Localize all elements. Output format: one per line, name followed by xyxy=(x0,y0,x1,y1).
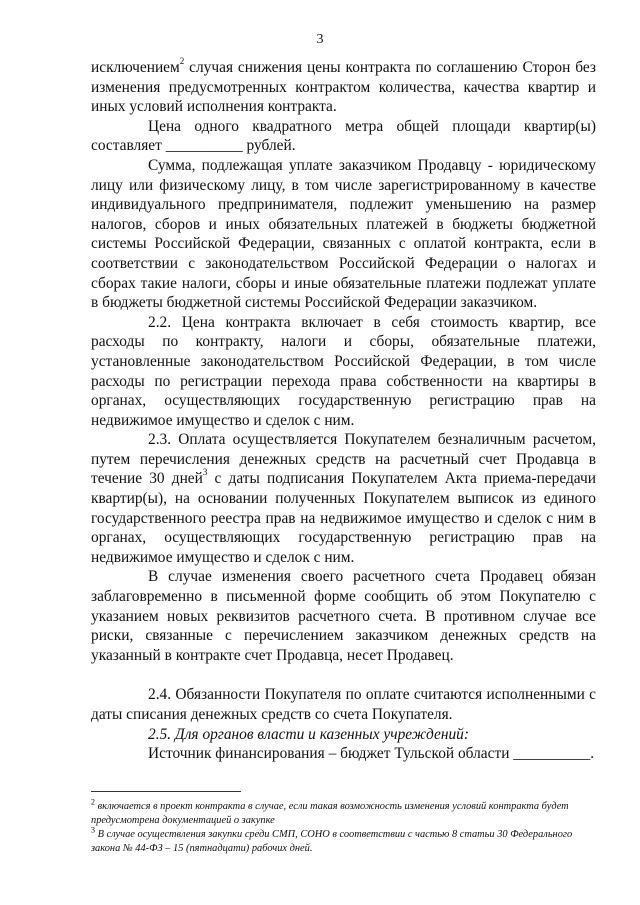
paragraph-text: с даты подписания Покупателем Акта приема-передачи квартир(ы), на основании полученных Покупателем выписок из единого государственного реестра прав на недвижимое имущество и сделок с ним в органах, осуществляющих государственную регистрацию прав на недвижимое имущество и сделок с ним. xyxy=(91,470,596,566)
paragraph-price-change-exception xyxy=(91,55,596,117)
footnote-mark: 3 xyxy=(91,825,95,835)
paragraph-2-2-contract-price: 2.2. Цена контракта включает в себя стоимость квартир, все расходы по контракту, налоги и сборы, обязательные платежи, установленные законодательством Российской Федерации, в том числе расходы по регистрации перехода права собственности на квартиры в органах, осуществляющих государственную регистрацию прав на недвижимое имущество и сделок с ним. xyxy=(91,313,596,429)
paragraph-text: исключением xyxy=(91,59,180,76)
document-body xyxy=(91,55,596,764)
footnote-mark: 2 xyxy=(91,797,95,807)
page-number: 3 xyxy=(316,32,324,47)
paragraph-2-5-authorities: 2.5. Для органов власти и казенных учреждений: xyxy=(148,725,470,743)
spacer xyxy=(91,665,596,685)
paragraph-price-per-sqm: Цена одного квадратного метра общей площади квартир(ы) составляет __________ рублей. xyxy=(91,117,596,155)
footnote-text: включается в проект контракта в случае, если такая возможность изменения условий контракта будет предусмотрена документацией о закупке xyxy=(91,801,569,826)
paragraph-amount-reduction: Сумма, подлежащая уплате заказчиком Продавцу - юридическому лицу или физическому лицу, в том числе зарегистрированному в качестве индивидуального предпринимателя, подлежит уменьшению на размер налогов, сборов и иных обязательных платежей в бюджеты бюджетной системы Российской Федерации, связанных с оплатой контракта, если в соответствии с законодательством Российской Федерации о налогах и сборах такие налоги, сборы и иные обязательные платежи подлежат уплате в бюджеты бюджетной системы Российской Федерации заказчиком. xyxy=(91,156,596,312)
footnote-text: В случае осуществления закупки среди СМП, СОНО в соответствии с частью 8 статьи 30 Федерального закона № 44-ФЗ – 15 (пятнадцати) рабочих дней. xyxy=(91,829,573,854)
footnote-separator xyxy=(91,791,241,792)
paragraph-account-change: В случае изменения своего расчетного счета Продавец обязан заблаговременно в письменной форме сообщить об этом Покупателю с указанием новых реквизитов расчетного счета. В противном случае все риски, связанные с перечислением заказчиком денежных средств на указанный в контракте счет Продавца, несет Продавец. xyxy=(91,568,596,664)
paragraph-2-3-payment xyxy=(91,430,596,567)
footnote-ref-2: 2 xyxy=(179,55,185,66)
paragraph-text: 2.3. Оплата осуществляется Покупателем безналичным расчетом, путем перечисления денежных средств на расчетный счет Продавца в течение 30 дней xyxy=(91,431,596,488)
paragraph-2-4-obligations: 2.4. Обязанности Покупателя по оплате считаются исполненными с даты списания денежных средств со счета Покупателя. xyxy=(91,686,596,723)
paragraph-funding-source: Источник финансирования – бюджет Тульской области __________. xyxy=(148,745,595,763)
footnote-3 xyxy=(91,825,596,856)
footnote-ref-3: 3 xyxy=(202,467,208,478)
footnote-2 xyxy=(91,797,596,828)
paragraph-text: случая снижения цены контракта по соглашению Сторон без изменения предусмотренных контрактом количества, качества квартир и иных условий исполнения контракта. xyxy=(91,59,596,116)
footnotes xyxy=(91,797,596,856)
